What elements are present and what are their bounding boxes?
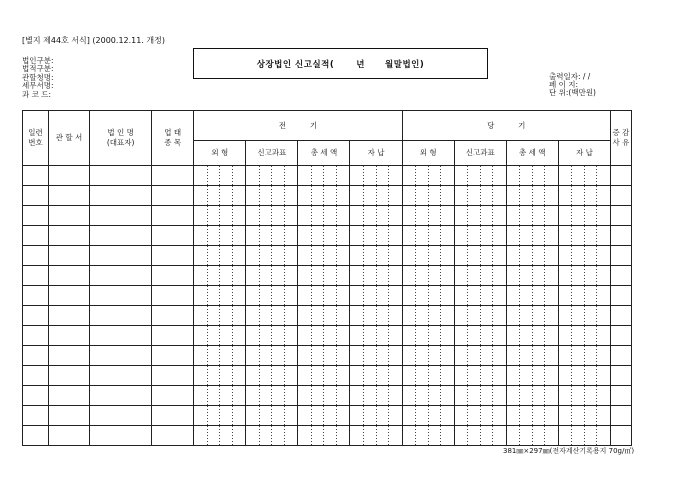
table-cell[interactable] <box>558 426 610 446</box>
table-cell[interactable] <box>246 326 298 346</box>
header-curr-period: 당 기 <box>402 111 610 141</box>
table-cell[interactable] <box>558 346 610 366</box>
table-cell[interactable] <box>49 306 90 326</box>
table-cell[interactable] <box>402 246 454 266</box>
table-cell[interactable] <box>558 206 610 226</box>
table-row <box>23 346 632 366</box>
table-cell[interactable] <box>558 166 610 186</box>
table-cell[interactable] <box>90 366 152 386</box>
table-cell[interactable] <box>298 366 350 386</box>
table-cell[interactable] <box>194 346 246 366</box>
table-cell[interactable] <box>152 306 194 326</box>
table-row <box>23 286 632 306</box>
table-cell[interactable] <box>194 426 246 446</box>
table-cell[interactable] <box>49 186 90 206</box>
table-cell[interactable] <box>610 306 631 326</box>
table-cell[interactable] <box>23 426 49 446</box>
header-business: 업 태 종 목 <box>152 111 194 166</box>
table-cell[interactable] <box>506 406 558 426</box>
meta-right <box>549 73 596 98</box>
table-cell[interactable] <box>350 206 402 226</box>
table-cell[interactable] <box>194 326 246 346</box>
table-cell[interactable] <box>194 226 246 246</box>
table-cell[interactable] <box>194 366 246 386</box>
table-cell[interactable] <box>246 386 298 406</box>
table-cell[interactable] <box>350 246 402 266</box>
table-cell[interactable] <box>90 226 152 246</box>
header-corp-name: 법 인 명 (대표자) <box>90 111 152 166</box>
table-cell[interactable] <box>23 226 49 246</box>
table-cell[interactable] <box>246 166 298 186</box>
table-cell[interactable] <box>454 386 506 406</box>
table-cell[interactable] <box>402 186 454 206</box>
meta-corp-type: 법인구분: <box>22 56 54 65</box>
table-cell[interactable] <box>246 186 298 206</box>
table-row <box>23 306 632 326</box>
table-cell[interactable] <box>506 366 558 386</box>
table-cell[interactable] <box>49 166 90 186</box>
table-cell[interactable] <box>506 246 558 266</box>
table-cell[interactable] <box>90 306 152 326</box>
table-cell[interactable] <box>610 246 631 266</box>
table-cell[interactable] <box>506 326 558 346</box>
table-cell[interactable] <box>558 266 610 286</box>
table-cell[interactable] <box>454 186 506 206</box>
table-cell[interactable] <box>454 426 506 446</box>
table-cell[interactable] <box>152 186 194 206</box>
title-prefix: 상장법인 신고실적( <box>256 59 335 70</box>
table-cell[interactable] <box>194 286 246 306</box>
header-curr-total-tax: 총 세 액 <box>506 141 558 166</box>
table-cell[interactable] <box>402 166 454 186</box>
table-cell[interactable] <box>246 226 298 246</box>
table-cell[interactable] <box>298 326 350 346</box>
header-reason: 증 감 사 유 <box>610 111 631 166</box>
table-cell[interactable] <box>152 226 194 246</box>
table-cell[interactable] <box>194 386 246 406</box>
table-cell[interactable] <box>23 326 49 346</box>
table-cell[interactable] <box>298 186 350 206</box>
header-prev-self-paid: 자 납 <box>350 141 402 166</box>
table-cell[interactable] <box>152 426 194 446</box>
table-cell[interactable] <box>152 206 194 226</box>
table-cell[interactable] <box>194 406 246 426</box>
header-prev-total-tax: 총 세 액 <box>298 141 350 166</box>
table-cell[interactable] <box>152 366 194 386</box>
table-cell[interactable] <box>506 426 558 446</box>
table-cell[interactable] <box>49 346 90 366</box>
title-year: 년 <box>356 59 366 70</box>
table-cell[interactable] <box>152 166 194 186</box>
table-cell[interactable] <box>23 186 49 206</box>
table-cell[interactable] <box>454 366 506 386</box>
meta-office-name: 관할청명: <box>22 72 54 82</box>
table-cell[interactable] <box>298 286 350 306</box>
table-cell[interactable] <box>350 166 402 186</box>
table-cell[interactable] <box>558 186 610 206</box>
table-cell[interactable] <box>246 406 298 426</box>
table-cell[interactable] <box>350 426 402 446</box>
title-box <box>193 48 488 79</box>
table-cell[interactable] <box>350 186 402 206</box>
table-cell[interactable] <box>402 386 454 406</box>
table-cell[interactable] <box>454 206 506 226</box>
meta-left <box>22 57 54 99</box>
table-cell[interactable] <box>23 286 49 306</box>
table-cell[interactable] <box>350 266 402 286</box>
header-office: 관 할 서 <box>49 111 90 166</box>
table-cell[interactable] <box>298 406 350 426</box>
table-cell[interactable] <box>152 286 194 306</box>
table-cell[interactable] <box>90 186 152 206</box>
table-cell[interactable] <box>350 346 402 366</box>
table-cell[interactable] <box>350 226 402 246</box>
table-cell[interactable] <box>610 366 631 386</box>
table-cell[interactable] <box>506 206 558 226</box>
form-reference: [별지 제44호 서식] (2000.12.11. 개정) <box>22 36 166 45</box>
table-cell[interactable] <box>454 326 506 346</box>
table-row <box>23 226 632 246</box>
table-cell[interactable] <box>23 406 49 426</box>
table-cell[interactable] <box>90 246 152 266</box>
table-cell[interactable] <box>152 266 194 286</box>
header-prev-period: 전 기 <box>194 111 402 141</box>
table-cell[interactable] <box>23 346 49 366</box>
table-cell[interactable] <box>610 326 631 346</box>
table-cell[interactable] <box>610 346 631 366</box>
table-row <box>23 406 632 426</box>
table-cell[interactable] <box>298 426 350 446</box>
table-cell[interactable] <box>90 326 152 346</box>
table-cell[interactable] <box>298 386 350 406</box>
table-cell[interactable] <box>558 366 610 386</box>
table-cell[interactable] <box>610 386 631 406</box>
table-cell[interactable] <box>298 266 350 286</box>
table-cell[interactable] <box>402 326 454 346</box>
table-cell[interactable] <box>350 326 402 346</box>
table-cell[interactable] <box>454 286 506 306</box>
table-cell[interactable] <box>298 166 350 186</box>
table-cell[interactable] <box>23 266 49 286</box>
table-cell[interactable] <box>49 406 90 426</box>
table-cell[interactable] <box>152 346 194 366</box>
table-cell[interactable] <box>23 386 49 406</box>
table-cell[interactable] <box>610 286 631 306</box>
table-cell[interactable] <box>506 286 558 306</box>
table-cell[interactable] <box>90 346 152 366</box>
table-cell[interactable] <box>49 386 90 406</box>
table-cell[interactable] <box>246 286 298 306</box>
table-cell[interactable] <box>454 226 506 246</box>
table-cell[interactable] <box>152 326 194 346</box>
table-cell[interactable] <box>246 426 298 446</box>
table-cell[interactable] <box>49 366 90 386</box>
table-cell[interactable] <box>402 206 454 226</box>
table-cell[interactable] <box>454 266 506 286</box>
table-cell[interactable] <box>350 366 402 386</box>
table-row <box>23 266 632 286</box>
table-cell[interactable] <box>90 386 152 406</box>
table-cell[interactable] <box>194 166 246 186</box>
table-cell[interactable] <box>506 266 558 286</box>
table-cell[interactable] <box>298 226 350 246</box>
table-cell[interactable] <box>194 306 246 326</box>
table-cell[interactable] <box>90 266 152 286</box>
table-cell[interactable] <box>454 246 506 266</box>
table-cell[interactable] <box>610 226 631 246</box>
table-cell[interactable] <box>49 226 90 246</box>
table-cell[interactable] <box>402 306 454 326</box>
table-cell[interactable] <box>558 286 610 306</box>
table-cell[interactable] <box>350 286 402 306</box>
table-row <box>23 366 632 386</box>
table-row <box>23 166 632 186</box>
meta-unit: 단 위:(백만원) <box>549 88 596 98</box>
table-row <box>23 186 632 206</box>
table-cell[interactable] <box>152 246 194 266</box>
table-body <box>23 166 632 446</box>
table-cell[interactable] <box>610 266 631 286</box>
table-cell[interactable] <box>49 246 90 266</box>
table-cell[interactable] <box>558 306 610 326</box>
table-cell[interactable] <box>558 406 610 426</box>
table-cell[interactable] <box>610 206 631 226</box>
table-cell[interactable] <box>49 266 90 286</box>
table-cell[interactable] <box>610 166 631 186</box>
table-cell[interactable] <box>90 426 152 446</box>
table-cell[interactable] <box>23 306 49 326</box>
table-cell[interactable] <box>194 246 246 266</box>
table-row <box>23 206 632 226</box>
table-row <box>23 386 632 406</box>
table-cell[interactable] <box>454 306 506 326</box>
table-cell[interactable] <box>402 226 454 246</box>
meta-print-date: 출력일자: / / <box>549 72 591 81</box>
table-cell[interactable] <box>350 406 402 426</box>
table-cell[interactable] <box>90 206 152 226</box>
table-cell[interactable] <box>298 206 350 226</box>
table-cell[interactable] <box>49 286 90 306</box>
header-prev-tax-base: 신고과표 <box>246 141 298 166</box>
header-prev-revenue: 외 형 <box>194 141 246 166</box>
table-cell[interactable] <box>298 246 350 266</box>
table-row <box>23 326 632 346</box>
table-cell[interactable] <box>49 426 90 446</box>
table-cell[interactable] <box>402 266 454 286</box>
table-cell[interactable] <box>298 306 350 326</box>
table-cell[interactable] <box>558 226 610 246</box>
header-curr-self-paid: 자 납 <box>558 141 610 166</box>
table-cell[interactable] <box>506 306 558 326</box>
table-cell[interactable] <box>454 406 506 426</box>
table-cell[interactable] <box>402 286 454 306</box>
meta-page: 페 이 지: <box>549 80 579 90</box>
table-cell[interactable] <box>23 166 49 186</box>
table-cell[interactable] <box>402 366 454 386</box>
table-cell[interactable] <box>23 206 49 226</box>
header-curr-revenue: 외 형 <box>402 141 454 166</box>
paper-spec: 381㎜×297㎜(전자계산기록용지 70g/㎡) <box>503 447 635 455</box>
table-cell[interactable] <box>246 306 298 326</box>
table-cell[interactable] <box>454 346 506 366</box>
table-cell[interactable] <box>506 226 558 246</box>
table-cell[interactable] <box>350 386 402 406</box>
report-table <box>22 110 632 446</box>
table-cell[interactable] <box>49 326 90 346</box>
table-cell[interactable] <box>506 386 558 406</box>
meta-tax-office: 세무서명: <box>22 81 54 91</box>
table-cell[interactable] <box>454 166 506 186</box>
table-cell[interactable] <box>23 246 49 266</box>
header-curr-tax-base: 신고과표 <box>454 141 506 166</box>
table-cell[interactable] <box>506 346 558 366</box>
table-cell[interactable] <box>194 266 246 286</box>
title-suffix: 월말법인) <box>385 59 425 70</box>
form-title <box>257 58 425 70</box>
table-cell[interactable] <box>246 206 298 226</box>
table-cell[interactable] <box>558 386 610 406</box>
table-cell[interactable] <box>23 366 49 386</box>
meta-dept-code: 과 코 드: <box>22 89 52 99</box>
table-cell[interactable] <box>558 326 610 346</box>
table-cell[interactable] <box>506 166 558 186</box>
table-cell[interactable] <box>298 346 350 366</box>
table-cell[interactable] <box>246 246 298 266</box>
table-cell[interactable] <box>152 386 194 406</box>
table-cell[interactable] <box>152 406 194 426</box>
table-cell[interactable] <box>610 186 631 206</box>
table-cell[interactable] <box>49 206 90 226</box>
table-cell[interactable] <box>558 246 610 266</box>
table-cell[interactable] <box>90 166 152 186</box>
table-cell[interactable] <box>194 206 246 226</box>
table-cell[interactable] <box>610 406 631 426</box>
table-cell[interactable] <box>402 406 454 426</box>
table-row <box>23 246 632 266</box>
header-serial: 일련 번호 <box>23 111 49 166</box>
table-row <box>23 426 632 446</box>
table-cell[interactable] <box>194 186 246 206</box>
table-cell[interactable] <box>246 366 298 386</box>
table-cell[interactable] <box>90 406 152 426</box>
table-cell[interactable] <box>90 286 152 306</box>
table-cell[interactable] <box>610 426 631 446</box>
table-cell[interactable] <box>246 266 298 286</box>
table-cell[interactable] <box>506 186 558 206</box>
table-cell[interactable] <box>402 346 454 366</box>
table-cell[interactable] <box>402 426 454 446</box>
table-cell[interactable] <box>350 306 402 326</box>
table-cell[interactable] <box>246 346 298 366</box>
meta-legal-type: 법적구분: <box>22 64 54 74</box>
